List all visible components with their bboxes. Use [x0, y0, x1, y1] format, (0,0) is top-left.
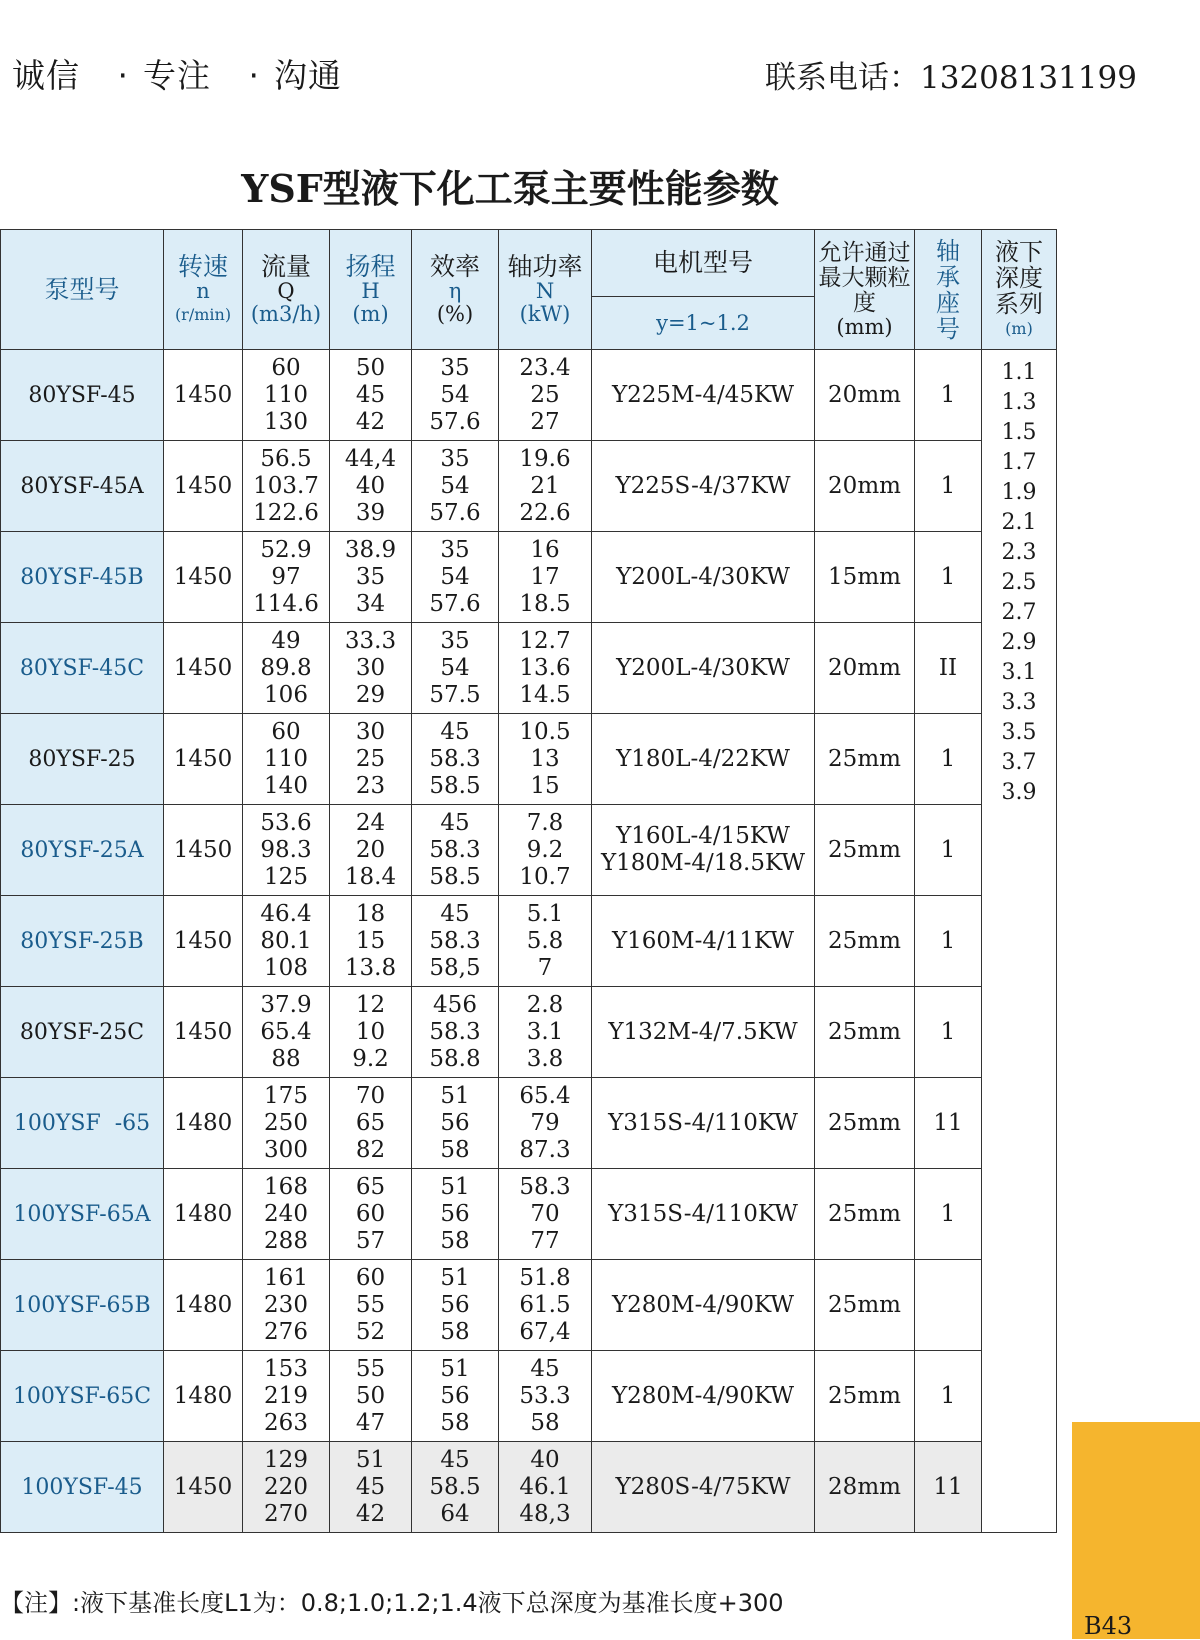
performance-table: [0, 229, 1057, 1533]
contact-phone: 联系电话：13208131199: [765, 60, 1137, 96]
slogan-communication: 沟通: [274, 56, 342, 95]
cell-model: 80YSF-25: [1, 714, 164, 805]
header-head: 扬程 H (m): [330, 230, 412, 350]
cell-power: 19.6 21 22.6: [499, 441, 592, 532]
cell-power: 51.8 61.5 67,4: [499, 1260, 592, 1351]
cell-flow: 52.9 97 114.6: [243, 532, 330, 623]
header-motor: 电机型号: [592, 230, 815, 297]
header-depth: 液下深度系列 (m): [982, 230, 1057, 350]
table-row: [1, 1442, 1057, 1533]
cell-head: 50 45 42: [330, 350, 412, 441]
cell-particle: 20mm: [815, 623, 915, 714]
cell-speed: 1450: [164, 441, 243, 532]
cell-motor: Y200L-4/30KW: [592, 532, 815, 623]
cell-head: 55 50 47: [330, 1351, 412, 1442]
cell-particle: 25mm: [815, 1169, 915, 1260]
cell-eff: 35 54 57.6: [412, 441, 499, 532]
cell-motor: Y225S-4/37KW: [592, 441, 815, 532]
cell-model: 80YSF-45A: [1, 441, 164, 532]
cell-particle: 20mm: [815, 350, 915, 441]
cell-eff: 51 56 58: [412, 1260, 499, 1351]
table-row: [1, 896, 1057, 987]
cell-particle: 25mm: [815, 896, 915, 987]
cell-speed: 1480: [164, 1169, 243, 1260]
cell-power: 23.4 25 27: [499, 350, 592, 441]
cell-power: 65.4 79 87.3: [499, 1078, 592, 1169]
cell-model: 80YSF-25B: [1, 896, 164, 987]
slogan-integrity: 诚信: [12, 56, 80, 95]
cell-flow: 56.5 103.7 122.6: [243, 441, 330, 532]
cell-depth-series: 1.1 1.3 1.5 1.7 1.9 2.1 2.3 2.5 2.7 2.9 3.1 3.3 3.5 3.7 3.9: [982, 350, 1057, 1533]
cell-speed: 1450: [164, 987, 243, 1078]
cell-model: 100YSF-65B: [1, 1260, 164, 1351]
cell-eff: 45 58.3 58.5: [412, 714, 499, 805]
header-efficiency: 效率 η (%): [412, 230, 499, 350]
cell-model: 80YSF-45B: [1, 532, 164, 623]
cell-bearing: 1: [915, 1351, 982, 1442]
cell-bearing: 1: [915, 350, 982, 441]
cell-head: 12 10 9.2: [330, 987, 412, 1078]
cell-bearing: 11: [915, 1442, 982, 1533]
cell-flow: 153 219 263: [243, 1351, 330, 1442]
cell-motor: Y280M-4/90KW: [592, 1260, 815, 1351]
cell-speed: 1450: [164, 1442, 243, 1533]
cell-eff: 45 58.3 58,5: [412, 896, 499, 987]
slogan-dot: ·: [117, 56, 129, 95]
decorative-orange-block: [1072, 1422, 1200, 1639]
cell-eff: 35 54 57.6: [412, 350, 499, 441]
cell-speed: 1450: [164, 714, 243, 805]
cell-flow: 161 230 276: [243, 1260, 330, 1351]
cell-motor: Y280S-4/75KW: [592, 1442, 815, 1533]
cell-flow: 60 110 130: [243, 350, 330, 441]
cell-flow: 175 250 300: [243, 1078, 330, 1169]
cell-eff: 51 56 58: [412, 1351, 499, 1442]
cell-flow: 46.4 80.1 108: [243, 896, 330, 987]
cell-model: 80YSF-25A: [1, 805, 164, 896]
cell-power: 40 46.1 48,3: [499, 1442, 592, 1533]
cell-eff: 35 54 57.6: [412, 532, 499, 623]
cell-speed: 1450: [164, 350, 243, 441]
table-row: [1, 441, 1057, 532]
cell-motor: Y315S-4/110KW: [592, 1169, 815, 1260]
page-number: B43: [1084, 1612, 1133, 1640]
slogan-dot: ·: [248, 56, 260, 95]
cell-head: 60 55 52: [330, 1260, 412, 1351]
cell-power: 7.8 9.2 10.7: [499, 805, 592, 896]
cell-eff: 51 56 58: [412, 1078, 499, 1169]
cell-speed: 1480: [164, 1351, 243, 1442]
header-shaft-power: 轴功率 N (kW): [499, 230, 592, 350]
cell-model: 100YSF -65: [1, 1078, 164, 1169]
cell-flow: 49 89.8 106: [243, 623, 330, 714]
cell-power: 10.5 13 15: [499, 714, 592, 805]
cell-head: 33.3 30 29: [330, 623, 412, 714]
table-row: [1, 714, 1057, 805]
table-row: [1, 1169, 1057, 1260]
cell-flow: 60 110 140: [243, 714, 330, 805]
cell-eff: 45 58.3 58.5: [412, 805, 499, 896]
table-row: [1, 350, 1057, 441]
cell-bearing: II: [915, 623, 982, 714]
cell-flow: 37.9 65.4 88: [243, 987, 330, 1078]
cell-model: 100YSF-65C: [1, 1351, 164, 1442]
cell-particle: 25mm: [815, 987, 915, 1078]
cell-particle: 15mm: [815, 532, 915, 623]
cell-head: 38.9 35 34: [330, 532, 412, 623]
cell-head: 30 25 23: [330, 714, 412, 805]
cell-particle: 20mm: [815, 441, 915, 532]
cell-motor: Y160M-4/11KW: [592, 896, 815, 987]
cell-motor: Y200L-4/30KW: [592, 623, 815, 714]
slogan-focus: 专注: [143, 56, 211, 95]
cell-flow: 168 240 288: [243, 1169, 330, 1260]
cell-power: 45 53.3 58: [499, 1351, 592, 1442]
cell-head: 18 15 13.8: [330, 896, 412, 987]
cell-speed: 1480: [164, 1260, 243, 1351]
header-bearing: 轴承座号: [915, 230, 982, 350]
cell-eff: 45 58.5 64: [412, 1442, 499, 1533]
cell-speed: 1450: [164, 805, 243, 896]
header-flow: 流量 Q (m3/h): [243, 230, 330, 350]
table-row: [1, 1260, 1057, 1351]
cell-bearing: 1: [915, 805, 982, 896]
header-motor-sub: y=1~1.2: [592, 297, 815, 350]
table-row: [1, 532, 1057, 623]
cell-motor: Y225M-4/45KW: [592, 350, 815, 441]
table-row: [1, 1078, 1057, 1169]
cell-particle: 25mm: [815, 1260, 915, 1351]
cell-power: 16 17 18.5: [499, 532, 592, 623]
cell-model: 100YSF-45: [1, 1442, 164, 1533]
cell-model: 80YSF-45C: [1, 623, 164, 714]
table-row: [1, 623, 1057, 714]
cell-model: 80YSF-25C: [1, 987, 164, 1078]
cell-flow: 53.6 98.3 125: [243, 805, 330, 896]
header-speed: 转速 n (r/min): [164, 230, 243, 350]
cell-power: 5.1 5.8 7: [499, 896, 592, 987]
cell-motor: Y280M-4/90KW: [592, 1351, 815, 1442]
cell-eff: 456 58.3 58.8: [412, 987, 499, 1078]
cell-speed: 1450: [164, 532, 243, 623]
cell-speed: 1480: [164, 1078, 243, 1169]
cell-power: 2.8 3.1 3.8: [499, 987, 592, 1078]
cell-motor: Y132M-4/7.5KW: [592, 987, 815, 1078]
cell-motor: Y180L-4/22KW: [592, 714, 815, 805]
cell-motor: Y315S-4/110KW: [592, 1078, 815, 1169]
cell-head: 44,4 40 39: [330, 441, 412, 532]
slogan: [12, 50, 342, 97]
cell-head: 51 45 42: [330, 1442, 412, 1533]
cell-head: 70 65 82: [330, 1078, 412, 1169]
cell-bearing: 1: [915, 714, 982, 805]
cell-bearing: 1: [915, 896, 982, 987]
cell-speed: 1450: [164, 623, 243, 714]
cell-model: 100YSF-65A: [1, 1169, 164, 1260]
header-model: 泵型号: [1, 230, 164, 350]
cell-bearing: 1: [915, 1169, 982, 1260]
table-row: [1, 987, 1057, 1078]
table-row: [1, 805, 1057, 896]
cell-bearing: 11: [915, 1078, 982, 1169]
cell-head: 65 60 57: [330, 1169, 412, 1260]
cell-eff: 35 54 57.5: [412, 623, 499, 714]
cell-power: 12.7 13.6 14.5: [499, 623, 592, 714]
cell-bearing: 1: [915, 532, 982, 623]
cell-bearing: 1: [915, 441, 982, 532]
cell-motor: Y160L-4/15KW Y180M-4/18.5KW: [592, 805, 815, 896]
cell-particle: 25mm: [815, 805, 915, 896]
cell-particle: 25mm: [815, 1078, 915, 1169]
cell-bearing: [915, 1260, 982, 1351]
cell-power: 58.3 70 77: [499, 1169, 592, 1260]
cell-particle: 25mm: [815, 714, 915, 805]
cell-flow: 129 220 270: [243, 1442, 330, 1533]
cell-particle: 25mm: [815, 1351, 915, 1442]
cell-bearing: 1: [915, 987, 982, 1078]
cell-particle: 28mm: [815, 1442, 915, 1533]
table-row: [1, 1351, 1057, 1442]
footnote: 【注】:液下基准长度L1为：0.8;1.0;1.2;1.4液下总深度为基准长度+300: [0, 1589, 784, 1617]
cell-model: 80YSF-45: [1, 350, 164, 441]
cell-head: 24 20 18.4: [330, 805, 412, 896]
page-title: YSF型液下化工泵主要性能参数: [241, 166, 779, 211]
header-particle: 允许通过最大颗粒度 (mm): [815, 230, 915, 350]
cell-eff: 51 56 58: [412, 1169, 499, 1260]
cell-speed: 1450: [164, 896, 243, 987]
